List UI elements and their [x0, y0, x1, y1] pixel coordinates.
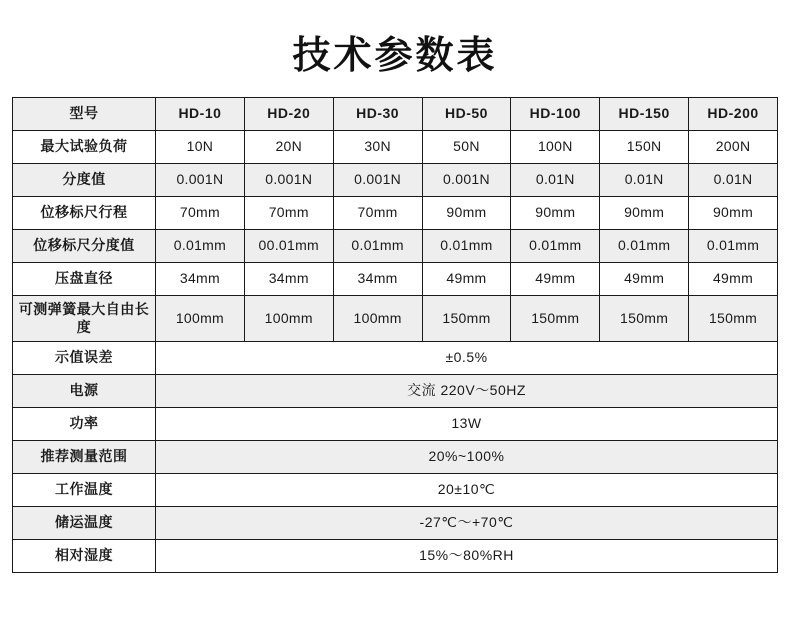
cell-value: 交流 220V～50HZ [156, 375, 778, 408]
cell-value: 90mm [689, 197, 778, 230]
cell-value: 50N [422, 131, 511, 164]
cell-value: 150N [600, 131, 689, 164]
row-label-displacement-graduation: 位移标尺分度值 [13, 230, 156, 263]
table-row [13, 263, 778, 296]
cell-value: 49mm [689, 263, 778, 296]
cell-value: 34mm [244, 263, 333, 296]
row-label-storage-temperature: 储运温度 [13, 507, 156, 540]
cell-value: 0.001N [333, 164, 422, 197]
header-label-model: 型号 [13, 98, 156, 131]
row-label-power: 功率 [13, 408, 156, 441]
model-column-hd10: HD-10 [156, 98, 245, 131]
row-label-max-load: 最大试验负荷 [13, 131, 156, 164]
cell-value: 90mm [600, 197, 689, 230]
cell-value: 100mm [333, 296, 422, 342]
cell-value: 49mm [600, 263, 689, 296]
cell-value: 70mm [156, 197, 245, 230]
cell-value: 13W [156, 408, 778, 441]
model-column-hd150: HD-150 [600, 98, 689, 131]
table-row [13, 474, 778, 507]
cell-value: 34mm [333, 263, 422, 296]
cell-value: 00.01mm [244, 230, 333, 263]
cell-value: -27℃～+70℃ [156, 507, 778, 540]
table-row [13, 507, 778, 540]
row-label-max-free-length: 可测弹簧最大自由长度 [13, 296, 156, 342]
cell-value: 49mm [511, 263, 600, 296]
page-title: 技术参数表 [292, 35, 498, 77]
cell-value: 100N [511, 131, 600, 164]
cell-value: 70mm [333, 197, 422, 230]
table-row [13, 408, 778, 441]
table-row [13, 342, 778, 375]
cell-value: 10N [156, 131, 245, 164]
row-label-displacement-travel: 位移标尺行程 [13, 197, 156, 230]
cell-value: 15%～80%RH [156, 540, 778, 573]
cell-value: 20%~100% [156, 441, 778, 474]
cell-value: 0.01mm [600, 230, 689, 263]
technical-parameters-table [12, 97, 778, 573]
cell-value: 70mm [244, 197, 333, 230]
table-header-row [13, 98, 778, 131]
cell-value: 0.001N [156, 164, 245, 197]
cell-value: 150mm [511, 296, 600, 342]
cell-value: ±0.5% [156, 342, 778, 375]
table-row [13, 296, 778, 342]
spec-table-container [0, 97, 790, 573]
cell-value: 150mm [600, 296, 689, 342]
row-label-platen-diameter: 压盘直径 [13, 263, 156, 296]
cell-value: 34mm [156, 263, 245, 296]
table-row [13, 441, 778, 474]
cell-value: 100mm [156, 296, 245, 342]
row-label-working-temperature: 工作温度 [13, 474, 156, 507]
cell-value: 150mm [689, 296, 778, 342]
table-row [13, 164, 778, 197]
cell-value: 49mm [422, 263, 511, 296]
cell-value: 0.01mm [333, 230, 422, 263]
model-column-hd30: HD-30 [333, 98, 422, 131]
row-label-relative-humidity: 相对湿度 [13, 540, 156, 573]
cell-value: 0.01mm [422, 230, 511, 263]
row-label-graduation: 分度值 [13, 164, 156, 197]
cell-value: 100mm [244, 296, 333, 342]
cell-value: 0.001N [244, 164, 333, 197]
row-label-indication-error: 示值误差 [13, 342, 156, 375]
cell-value: 0.01N [689, 164, 778, 197]
table-body [13, 98, 778, 573]
cell-value: 0.01mm [689, 230, 778, 263]
row-label-recommended-range: 推荐测量范围 [13, 441, 156, 474]
model-column-hd50: HD-50 [422, 98, 511, 131]
cell-value: 0.01mm [511, 230, 600, 263]
cell-value: 20±10℃ [156, 474, 778, 507]
model-column-hd200: HD-200 [689, 98, 778, 131]
cell-value: 90mm [422, 197, 511, 230]
cell-value: 150mm [422, 296, 511, 342]
cell-value: 0.01N [511, 164, 600, 197]
model-column-hd20: HD-20 [244, 98, 333, 131]
cell-value: 30N [333, 131, 422, 164]
table-row [13, 197, 778, 230]
table-row [13, 375, 778, 408]
table-row [13, 230, 778, 263]
table-row [13, 131, 778, 164]
cell-value: 20N [244, 131, 333, 164]
row-label-power-supply: 电源 [13, 375, 156, 408]
model-column-hd100: HD-100 [511, 98, 600, 131]
cell-value: 0.01N [600, 164, 689, 197]
cell-value: 0.001N [422, 164, 511, 197]
cell-value: 0.01mm [156, 230, 245, 263]
cell-value: 200N [689, 131, 778, 164]
table-row [13, 540, 778, 573]
cell-value: 90mm [511, 197, 600, 230]
